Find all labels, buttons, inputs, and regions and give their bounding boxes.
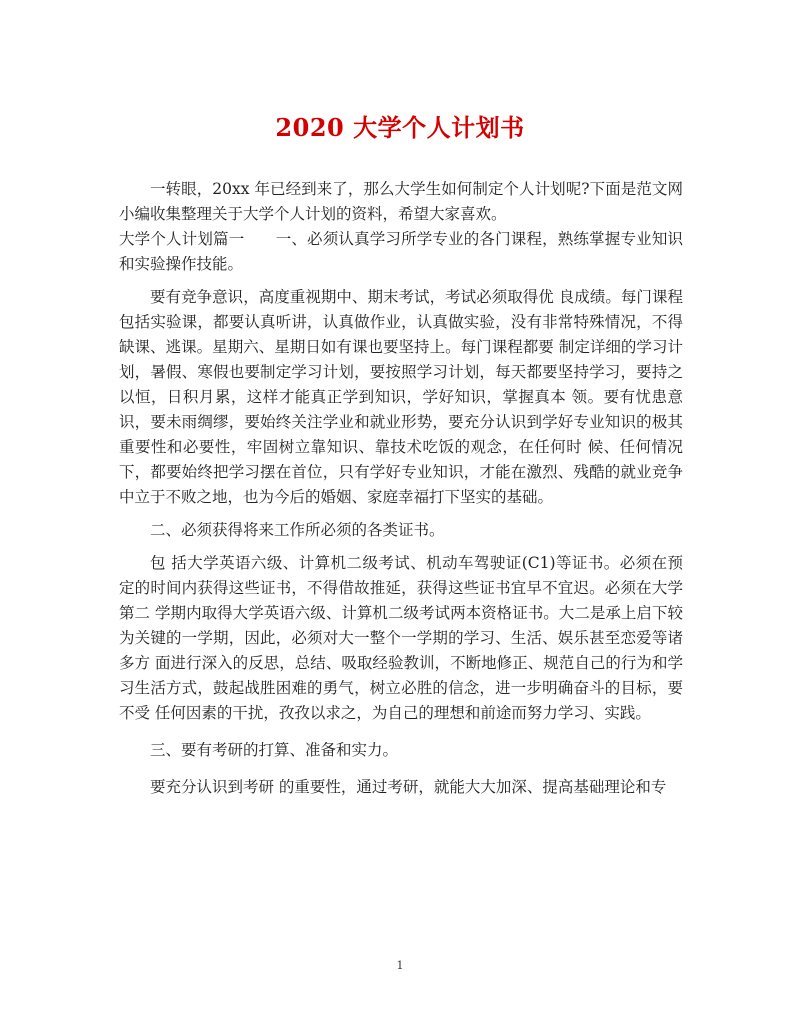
- section-one-heading-paragraph: 大学个人计划篇一 一、必须认真学习所学专业的各门课程，熟练掌握专业知识和实验操作技能。: [119, 230, 683, 273]
- section-two-body-paragraph: 包 括大学英语六级、计算机二级考试、机动车驾驶证(C1)等证书。必须在预定的时间内获得这些证书，不得借故推延，获得这些证书宜早不宜迟。必须在大学第二 学期内取得大学英语六级、计算机二级考试两本资格证书。大二是承上启下较为关键的一学期，因此，必须对大一整个一学期的学习、生活、娱乐甚至恋爱等诸多方 面进行深入的反思，总结、吸取经验教训，不断地修正、规范自己的行为和学习生活方式，鼓起战胜困难的勇气，树立必胜的信念，进一步明确奋斗的目标，要不受 任何因素的干扰，孜孜以求之，为自己的理想和前途而努力学习、实践。: [119, 554, 683, 722]
- section-one-body-paragraph: 要有竞争意识，高度重视期中、期末考试，考试必须取得优 良成绩。每门课程包括实验课，都要认真听讲，认真做作业，认真做实验，没有非常特殊情况，不得缺课、逃课。星期六、星期日如有课也要坚持上。每门课程都要 制定详细的学习计划，暑假、寒假也要制定学习计划，要按照学习计划，每天都要坚持学习，要持之以恒，日积月累，这样才能真正学到知识，学好知识，掌握真本 领。要有忧患意识，要未雨绸缪，要始终关注学业和就业形势，要充分认识到学好专业知识的极其重要性和必要性，牢固树立靠知识、靠技术吃饭的观念，在任何时 候、任何情况下，都要始终把学习摆在首位，只有学好专业知识，才能在激烈、残酷的就业竞争中立于不败之地，也为今后的婚姻、家庭幸福打下坚实的基础。: [119, 288, 683, 506]
- section-three-heading: 三、要有考研的打算、准备和实力。: [150, 741, 399, 759]
- page-number: 1: [396, 959, 404, 972]
- document-title: 2020 大学个人计划书: [275, 113, 525, 142]
- document-body: [119, 177, 683, 800]
- section-two-heading: 二、必须获得将来工作所必须的各类证书。: [150, 521, 445, 539]
- section-three-body-paragraph: 要充分认识到考研 的重要性，通过考研，就能大大加深、提高基础理论和专: [150, 778, 667, 796]
- intro-paragraph: 一转眼，20xx 年已经到来了，那么大学生如何制定个人计划呢?下面是范文网小编收集整理关于大学个人计划的资料，希望大家喜欢。: [119, 180, 683, 223]
